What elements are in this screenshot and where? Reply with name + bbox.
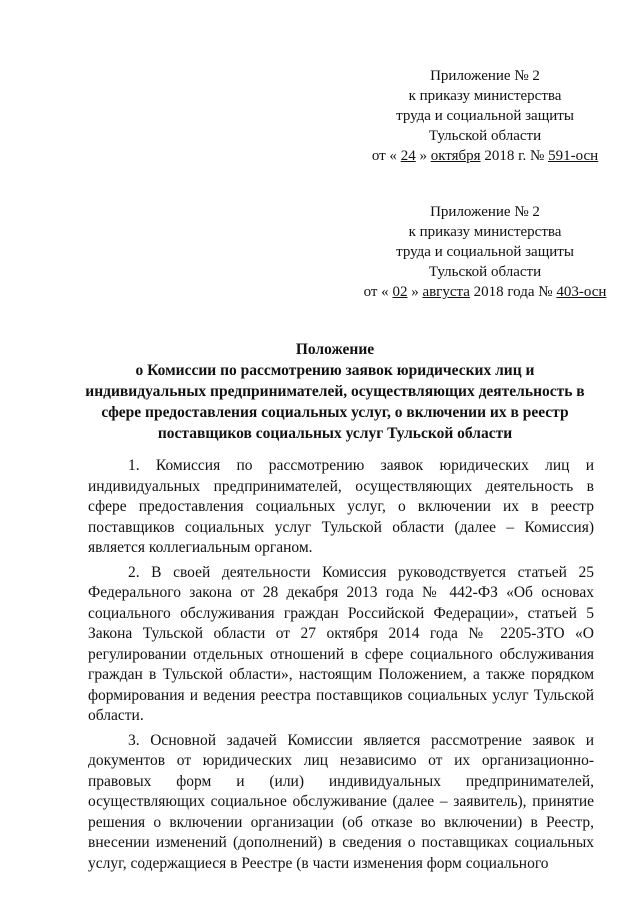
appendix-1-year: 2018 г. №	[484, 148, 545, 164]
appendix-1-month-sep: »	[419, 148, 427, 164]
appendix-header-2	[335, 202, 635, 302]
paragraph-1: 1. Комиссия по рассмотрению заявок юридических лиц и индивидуальных предпринимателей, осуществляющих деятельность в сфере предоставления социальных услуг, о включении их в реестр поставщиков социальных услуг Тульской области (далее – Комиссия) является коллегиальным органом.	[88, 457, 594, 556]
appendix-2-day: 02	[392, 284, 408, 300]
appendix-1-month: октября	[430, 148, 481, 164]
appendix-2-title: Приложение № 2	[430, 204, 540, 220]
paragraph-2: 2. В своей деятельности Комиссия руководствуется статьей 25 Федерального закона от 28 декабря 2013 года № 442-ФЗ «Об основах социального обслуживания граждан Российской Федерации», статьей 5 Закона Тульской области от 27 октября 2014 года № 2205-ЗТО «О регулировании отдельных отношений в сфере социального обслуживания граждан в Тульской области», настоящим Положением, а также порядком формирования и ведения реестра поставщиков социальных услуг Тульской области.	[88, 563, 594, 724]
document-title	[70, 339, 600, 444]
appendix-1-line-3: труда и социальной защиты	[396, 108, 574, 124]
appendix-2-number: 403-осн	[556, 284, 607, 300]
document-body	[88, 456, 594, 878]
appendix-2-line-4: Тульской области	[428, 264, 542, 280]
appendix-1-number: 591-осн	[548, 148, 599, 164]
title-line-5: поставщиков социальных услуг Тульской области	[157, 425, 513, 442]
appendix-1-line-2: к приказу министерства	[408, 88, 562, 104]
appendix-1-day: 24	[400, 148, 416, 164]
appendix-1-date-prefix: от «	[371, 148, 397, 164]
appendix-1-title: Приложение № 2	[430, 68, 540, 84]
appendix-2-date-prefix: от «	[363, 284, 389, 300]
title-line-4: сфере предоставления социальных услуг, о включении их в реестр	[101, 404, 569, 421]
appendix-1-line-4: Тульской области	[428, 128, 542, 144]
appendix-2-year: 2018 года №	[473, 284, 553, 300]
appendix-header-1	[335, 66, 635, 166]
appendix-2-line-2: к приказу министерства	[408, 224, 562, 240]
appendix-2-date-line	[335, 282, 635, 302]
appendix-2-month-sep: »	[411, 284, 419, 300]
paragraph-3: 3. Основной задачей Комиссии является рассмотрение заявок и документов от юридических лиц независимо от их организационно-правовых форм и (или) индивидуальных предпринимателей, осуществляющих социальное обслуживание (далее – заявитель), принятие решения о включении организации (об отказе во включении) в Реестр, внесении изменений (дополнений) в сведения о поставщиках социальных услуг, содержащиеся в Реестре (в части изменения форм социального	[88, 731, 594, 872]
appendix-2-month: августа	[422, 284, 470, 300]
title-line-1: Положение	[295, 341, 375, 358]
title-line-3: индивидуальных предпринимателей, осуществляющих деятельность в	[85, 383, 585, 400]
title-line-2: о Комиссии по рассмотрению заявок юридических лиц и	[135, 362, 535, 379]
appendix-2-line-3: труда и социальной защиты	[396, 244, 574, 260]
appendix-1-date-line	[335, 146, 635, 166]
